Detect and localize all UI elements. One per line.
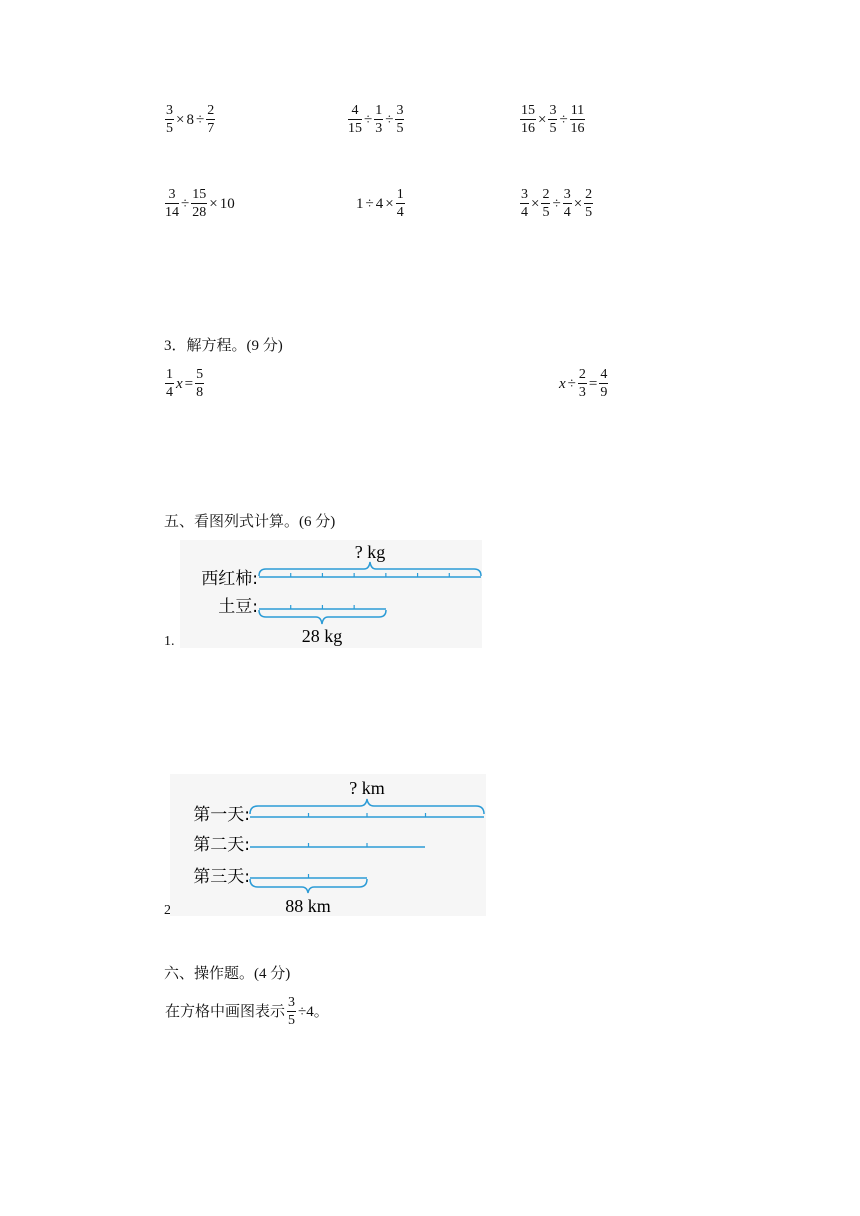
fraction: $\frac{3}{5}$ <box>549 103 557 136</box>
section-6-heading: 六、操作题。(4 分) <box>164 966 291 982</box>
calc-problem-6: $\frac{3}{4}$ × $\frac{2}{5}$ ÷ $\frac{3}{4}$ × $\frac{2}{5}$ <box>521 187 593 220</box>
section-5-heading: 五、看图列式计算。(6 分) <box>164 514 336 530</box>
diagram-1-row2-label: 土豆: <box>218 597 258 617</box>
fraction: $\frac{3}{4}$ <box>521 187 528 220</box>
fraction: $\frac{3}{5}$ <box>396 103 404 136</box>
diagram-2-row2-label: 第二天: <box>193 835 250 855</box>
diagram-2-row3-label: 第三天: <box>193 867 250 887</box>
diagram-1-number: 1. <box>164 634 175 649</box>
fraction: $\frac{3}{5}$ <box>288 995 296 1028</box>
diagram-1-bottom-label: 28 kg <box>301 626 343 646</box>
calc-problem-2: $\frac{4}{15}$ ÷ $\frac{1}{3}$ ÷ $\frac{3}{5}$ <box>348 103 404 136</box>
fraction: $\frac{15}{16}$ <box>521 103 535 136</box>
diagram-1-bottom-brace <box>259 610 386 624</box>
equation-2: x ÷ $\frac{2}{3}$ = $\frac{4}{9}$ <box>559 367 608 400</box>
fraction: $\frac{2}{3}$ <box>578 367 586 400</box>
fraction: $\frac{1}{4}$ <box>396 187 404 220</box>
diagram-1-row1-label: 西红柿: <box>201 569 258 589</box>
section-3-heading: 3．解方程。(9 分) <box>164 338 283 354</box>
fraction: $\frac{5}{8}$ <box>196 367 204 400</box>
diagram-2-number: 2. <box>164 903 175 918</box>
equation-1: $\frac{1}{4}$ x = $\frac{5}{8}$ <box>166 367 204 400</box>
diagram-2-top-label: ? km <box>349 778 385 798</box>
calc-problem-1: $\frac{3}{5}$ × 8 ÷ $\frac{2}{7}$ <box>166 103 215 136</box>
diagram-2-top-brace <box>250 799 484 814</box>
calc-problem-5: 1 ÷ 4 × $\frac{1}{4}$ <box>356 187 404 220</box>
diagram-2-bottom-label: 88 km <box>285 896 331 916</box>
fraction: $\frac{1}{4}$ <box>166 367 173 400</box>
section-6-instruction: 在方格中画图表示 $\frac{3}{5}$ ÷4。 <box>165 995 329 1028</box>
diagram-2-three-days <box>170 774 486 916</box>
diagram-1-top-brace <box>259 562 481 576</box>
fraction: $\frac{4}{9}$ <box>600 367 608 400</box>
fraction: $\frac{3}{14}$ <box>165 187 179 220</box>
fraction: $\frac{2}{5}$ <box>585 187 593 220</box>
diagram-1-top-label: ? kg <box>354 542 386 562</box>
diagram-1-tomato-potato <box>180 540 482 648</box>
fraction: $\frac{11}{16}$ <box>570 103 585 136</box>
diagram-2-bottom-brace <box>250 879 367 893</box>
fraction: $\frac{2}{7}$ <box>207 103 215 136</box>
calc-problem-3: $\frac{15}{16}$ × $\frac{3}{5}$ ÷ $\frac{11}{16}$ <box>521 103 585 136</box>
fraction: $\frac{3}{4}$ <box>563 187 571 220</box>
calc-problem-4: $\frac{3}{14}$ ÷ $\frac{15}{28}$ × 10 <box>165 187 235 220</box>
diagram-2-row1-label: 第一天: <box>193 805 250 825</box>
fraction: $\frac{2}{5}$ <box>542 187 550 220</box>
fraction: $\frac{1}{3}$ <box>375 103 383 136</box>
fraction: $\frac{15}{28}$ <box>192 187 207 220</box>
fraction: $\frac{4}{15}$ <box>348 103 362 136</box>
fraction: $\frac{3}{5}$ <box>166 103 173 136</box>
